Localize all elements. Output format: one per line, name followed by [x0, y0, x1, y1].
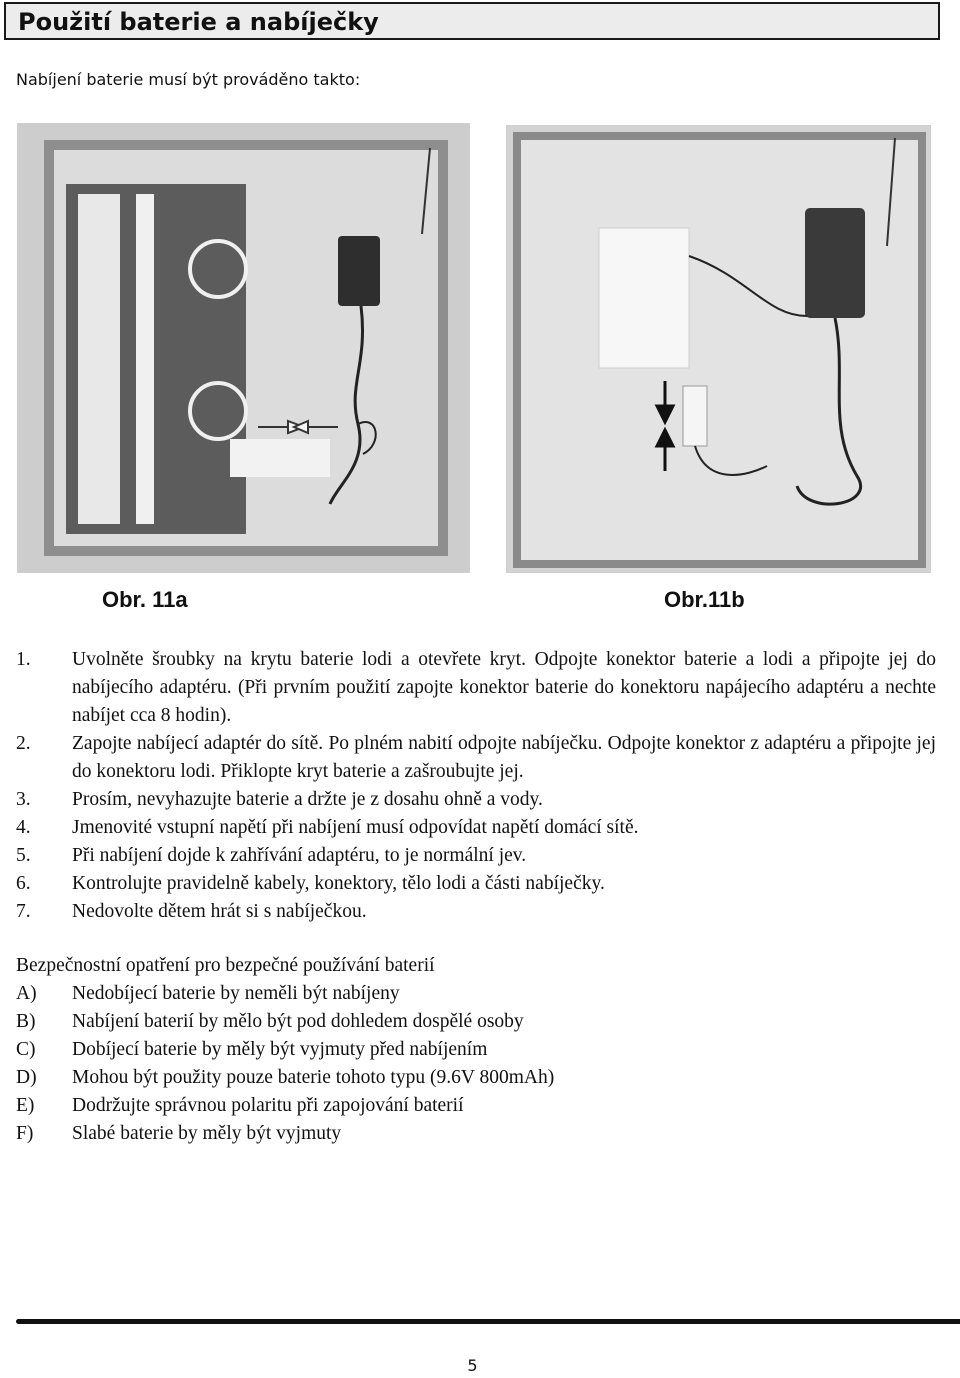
step-number: 2.	[16, 733, 31, 754]
step-text: Kontrolujte pravidelně kabely, konektory, tělo lodi a části nabíječky.	[72, 873, 605, 894]
list-item	[16, 1092, 936, 1120]
item-text: Nabíjení baterií by mělo být pod dohledem dospělé osoby	[72, 1011, 524, 1032]
step-number: 3.	[16, 789, 31, 810]
item-letter: C)	[16, 1039, 36, 1060]
item-letter: E)	[16, 1095, 35, 1116]
safety-heading: Bezpečnostní opatření pro bezpečné používání baterií	[16, 955, 435, 976]
charger-adapter-photo-icon	[507, 126, 931, 573]
item-text: Mohou být použity pouze baterie tohoto typu (9.6V 800mAh)	[72, 1067, 555, 1088]
step-text: Při nabíjení dojde k zahřívání adaptéru, to je normální jev.	[72, 845, 527, 866]
list-item	[16, 646, 936, 730]
intro-text: Nabíjení baterie musí být prováděno takto:	[16, 70, 361, 89]
battery-connector-photo-icon	[18, 124, 470, 573]
step-number: 7.	[16, 901, 31, 922]
figure-11a-caption: Obr. 11a	[102, 587, 188, 612]
step-text: Nedovolte dětem hrát si s nabíječkou.	[72, 901, 367, 922]
figure-11b-caption: Obr.11b	[664, 587, 745, 612]
list-item	[16, 842, 936, 870]
list-item	[16, 898, 936, 926]
charging-steps-list	[16, 646, 936, 926]
item-letter: B)	[16, 1011, 36, 1032]
section-title-box	[4, 2, 940, 40]
item-text: Slabé baterie by měly být vyjmuty	[72, 1123, 342, 1144]
list-item	[16, 870, 936, 898]
list-item	[16, 730, 936, 786]
item-letter: A)	[16, 983, 37, 1004]
step-number: 4.	[16, 817, 31, 838]
list-item	[16, 786, 936, 814]
list-item	[16, 814, 936, 842]
footer-divider	[16, 1319, 960, 1324]
step-text: Prosím, nevyhazujte baterie a držte je z dosahu ohně a vody.	[72, 789, 543, 810]
item-text: Dobíjecí baterie by měly být vyjmuty před nabíjením	[72, 1039, 488, 1060]
item-letter: F)	[16, 1123, 34, 1144]
step-number: 5.	[16, 845, 31, 866]
page-title: Použití baterie a nabíječky	[18, 8, 379, 36]
safety-section	[16, 952, 936, 1148]
step-text: Zapojte nabíjecí adaptér do sítě. Po plném nabití odpojte nabíječku. Odpojte konektor z adaptéru a připojte jej do konektoru lodi. Přiklopte kryt baterie a zašroubujte jej.	[72, 733, 936, 782]
figure-11b-photo	[506, 125, 931, 573]
list-item	[16, 1036, 936, 1064]
item-letter: D)	[16, 1067, 37, 1088]
item-text: Dodržujte správnou polaritu při zapojování baterií	[72, 1095, 464, 1116]
list-item	[16, 1064, 936, 1092]
figure-11a-photo	[17, 123, 470, 573]
list-item	[16, 1120, 936, 1148]
page-number: 5	[467, 1356, 478, 1375]
step-number: 1.	[16, 649, 31, 670]
list-item	[16, 1008, 936, 1036]
step-number: 6.	[16, 873, 31, 894]
step-text: Jmenovité vstupní napětí při nabíjení musí odpovídat napětí domácí sítě.	[72, 817, 639, 838]
list-item	[16, 980, 936, 1008]
step-text: Uvolněte šroubky na krytu baterie lodi a otevřete kryt. Odpojte konektor baterie a lodi a připojte jej do nabíjecího adaptéru. (Při prvním použití zapojte konektor baterie do konektoru napájecího adaptéru a nechte nabíjet cca 8 hodin).	[72, 649, 936, 726]
item-text: Nedobíjecí baterie by neměli být nabíjeny	[72, 983, 400, 1004]
